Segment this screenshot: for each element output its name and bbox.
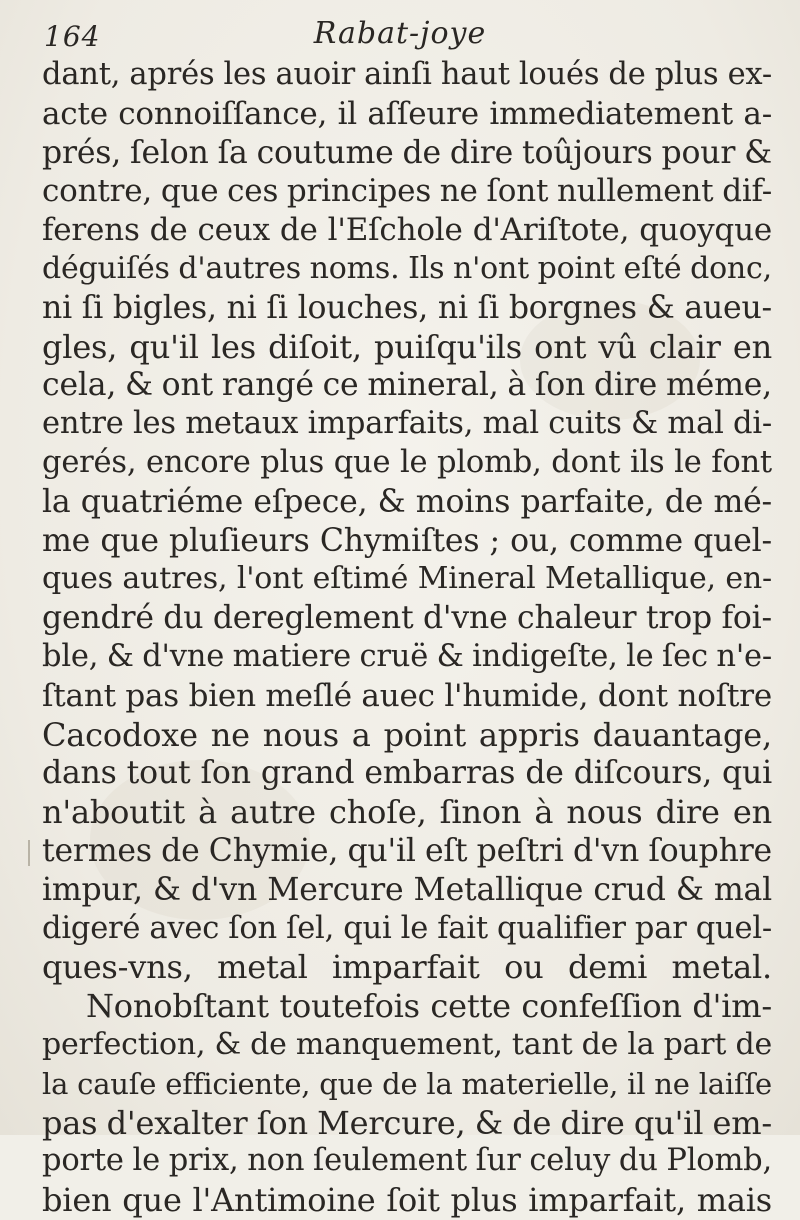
text-line: digeré avec ſon ſel, qui le fait qualifier par quel- xyxy=(42,910,772,946)
text-line: gendré du dereglement d'vne chaleur trop foi- xyxy=(42,600,772,637)
text-line: ferens de ceux de l'Eſchole d'Ariſtote, quoyque xyxy=(42,212,772,249)
text-line: ni ſi bigles, ni ſi louches, ni ſi borgnes & aueu- xyxy=(42,289,772,326)
text-line: ſtant pas bien meſlé auec l'humide, dont noſtre xyxy=(42,677,772,714)
text-line: bien que l'Antimoine ſoit plus imparfait, mais xyxy=(42,1181,772,1220)
text-line: dans tout ſon grand embarras de diſcours, qui xyxy=(42,755,772,792)
text-line: prés, ſelon ſa coutume de dire toûjours pour & xyxy=(42,134,772,171)
text-line: gles, qu'il les diſoit, puiſqu'ils ont vû clair en xyxy=(42,327,772,366)
text-line: la quatriéme eſpece, & moins parfaite, de mé- xyxy=(42,483,772,520)
text-line: cela, & ont rangé ce mineral, à ſon dire méme, xyxy=(42,367,772,404)
page-header xyxy=(0,14,800,56)
margin-mark xyxy=(28,840,30,866)
text-line: ques autres, l'ont eſtimé Mineral Metallique, en- xyxy=(42,561,772,597)
text-line: me que pluſieurs Chymiſtes ; ou, comme quel- xyxy=(42,522,772,559)
text-line: n'aboutit à autre choſe, ſinon à nous dire en xyxy=(42,793,772,832)
text-line: déguiſés d'autres noms. Ils n'ont point eſté donc, xyxy=(42,250,772,286)
text-line: ques-vns, metal imparfait ou demi metal. xyxy=(42,948,772,987)
text-line: entre les metaux imparfaits, mal cuits & mal di- xyxy=(42,406,772,442)
text-line: contre, que ces principes ne ſont nullement dif- xyxy=(42,173,772,210)
text-line: dant, aprés les auoir ainſi haut loués de plus ex- xyxy=(42,57,772,92)
page-number: 164 xyxy=(44,20,101,53)
text-line: perfection, & de manquement, tant de la part de xyxy=(42,1026,772,1062)
text-line: Cacodoxe ne nous a point appris dauantage, xyxy=(42,715,772,754)
text-line: ble, & d'vne matiere cruë & indigeſte, le ſec n'e- xyxy=(42,638,772,674)
text-line: gerés, encore plus que le plomb, dont ils le font xyxy=(42,444,772,480)
text-line: porte le prix, non ſeulement ſur celuy du Plomb, xyxy=(42,1143,772,1179)
text-line: la cauſe efficiente, que de la materielle, il ne laiſſe xyxy=(42,1066,772,1101)
text-line: Nonobſtant toutefois cette confeſſion d'im- xyxy=(86,987,772,1026)
text-line: pas d'exalter ſon Mercure, & de dire qu'il em- xyxy=(42,1103,772,1142)
running-title: Rabat-joye xyxy=(313,16,487,51)
text-line: impur, & d'vn Mercure Metallique crud & mal xyxy=(42,871,772,908)
text-line: termes de Chymie, qu'il eſt peſtri d'vn ſouphre xyxy=(42,832,772,869)
text-line: acte connoiſſance, il aſſeure immediatement a- xyxy=(42,95,772,132)
body-text xyxy=(42,56,772,1220)
